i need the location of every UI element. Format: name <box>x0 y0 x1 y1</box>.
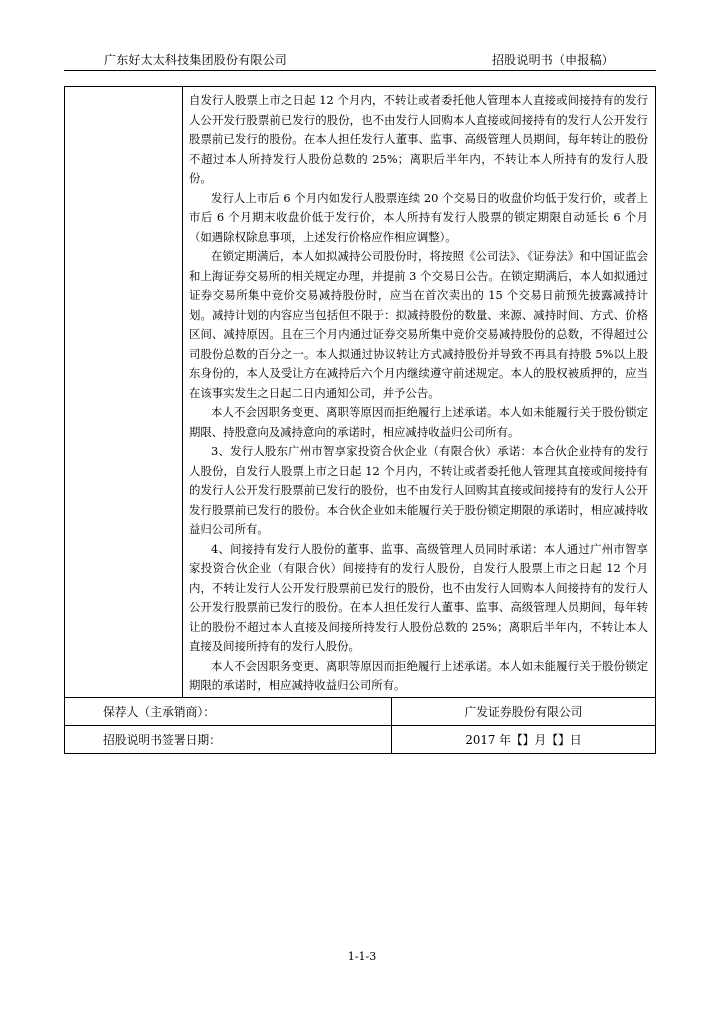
commitment-paragraph-2: 发行人上市后 6 个月内如发行人股票连续 20 个交易日的收盘价均低于发行价，或者上市后 6 个月期末收盘价低于发行价，本人所持有发行人股票的锁定期限自动延长 6 个月（如遇除权除息事项，上述发行价格应作相应调整）。 <box>189 190 648 244</box>
commitment-paragraph-7: 本人不会因职务变更、离职等原因而拒绝履行上述承诺。本人如未能履行关于股份锁定期限的承诺时，相应减持收益归公司所有。 <box>189 658 648 692</box>
commitment-paragraph-3: 在锁定期满后，本人如拟减持公司股份时，将按照《公司法》、《证券法》和中国证监会和上海证券交易所的相关规定办理，并提前 3 个交易日公告。在锁定期满后，本人如拟通过证券交易所集中竞价交易减持股份时，应当在首次卖出的 15 个交易日前预先披露减持计划。减持计划的内容应当包括但不限于：拟减持股份的数量、来源、减持时间、方式、价格区间、减持原因。且在三个月内通过证券交易所集中竞价交易减持股份的总数，不得超过公司股份总数的百分之一。本人拟通过协议转让方式减持股份并导致不再具有持股 5%以上股东身份的，本人及受让方在减持后六个月内继续遵守前述规定。本人的股权被质押的，应当在该事实发生之日起二日内通知公司，并予公告。 <box>189 249 648 400</box>
sponsor-value: 广发证券股份有限公司 <box>464 704 583 719</box>
header-company-name: 广东好太太科技集团股份有限公司 <box>104 53 288 67</box>
commitment-paragraph-4: 本人不会因职务变更、离职等原因而拒绝履行上述承诺。本人如未能履行关于股份锁定期限、持股意向及减持意向的承诺时，相应减持收益归公司所有。 <box>189 405 648 439</box>
sponsor-inner-table <box>65 698 655 725</box>
commitment-label-cell <box>65 87 183 698</box>
sponsor-row-cell <box>65 697 656 725</box>
sponsor-row <box>65 697 656 725</box>
page-number: 1-1-3 <box>347 950 377 963</box>
commitment-paragraph-1: 自发行人股票上市之日起 12 个月内，不转让或者委托他人管理本人直接或间接持有的发行人公开发行股票前已发行的股份，也不由发行人回购本人直接或间接持有的发行人公开发行股票前已发行的股份。在本人担任发行人董事、监事、高级管理人员期间，每年转让的股份不超过本人所持发行人股份总数的 25%；离职后半年内，不转让本人所持有的发行人股份。 <box>189 93 648 185</box>
header-document-title: 招股说明书（申报稿） <box>491 53 614 67</box>
signing-date-label: 招股说明书签署日期： <box>65 726 392 753</box>
signing-date-row <box>65 725 656 753</box>
header-rule <box>64 70 656 71</box>
sponsor-label: 保荐人（主承销商）： <box>65 698 392 725</box>
signing-date-value: 2017 年【】月【】日 <box>465 732 582 747</box>
signing-date-row-cell <box>65 725 656 753</box>
commitment-paragraph-6: 4、间接持有发行人股份的董事、监事、高级管理人员同时承诺：本人通过广州市智享家投资合伙企业（有限合伙）间接持有的发行人股份，自发行人股票上市之日起 12 个月内，不转让发行人公开发行股票前已发行的股份，也不由发行人回购本人间接持有的发行人公开发行股票前已发行的股份。在本人担任发行人董事、监事、高级管理人员期间，每年转让的股份不超过本人直接及间接所持发行人股份总数的 25%；离职后半年内，不转让本人直接及间接所持有的发行人股份。 <box>189 541 648 653</box>
commitment-paragraph-5: 3、发行人股东广州市智享家投资合伙企业（有限合伙）承诺：本合伙企业持有的发行人股份，自发行人股票上市之日起 12 个月内，不转让或者委托他人管理其直接或间接持有的发行人公开发行股票前已发行的股份，也不由发行人回购其直接或间接持有的发行人公开发行股票前已发行的股份。本合伙企业如未能履行关于股份锁定期限的承诺时，相应减持收益归公司所有。 <box>189 444 648 536</box>
commitment-content-cell <box>183 87 656 698</box>
cover-info-table <box>64 86 656 754</box>
signing-date-inner-table <box>65 726 655 753</box>
commitment-row <box>65 87 656 698</box>
commitment-text <box>183 87 655 697</box>
